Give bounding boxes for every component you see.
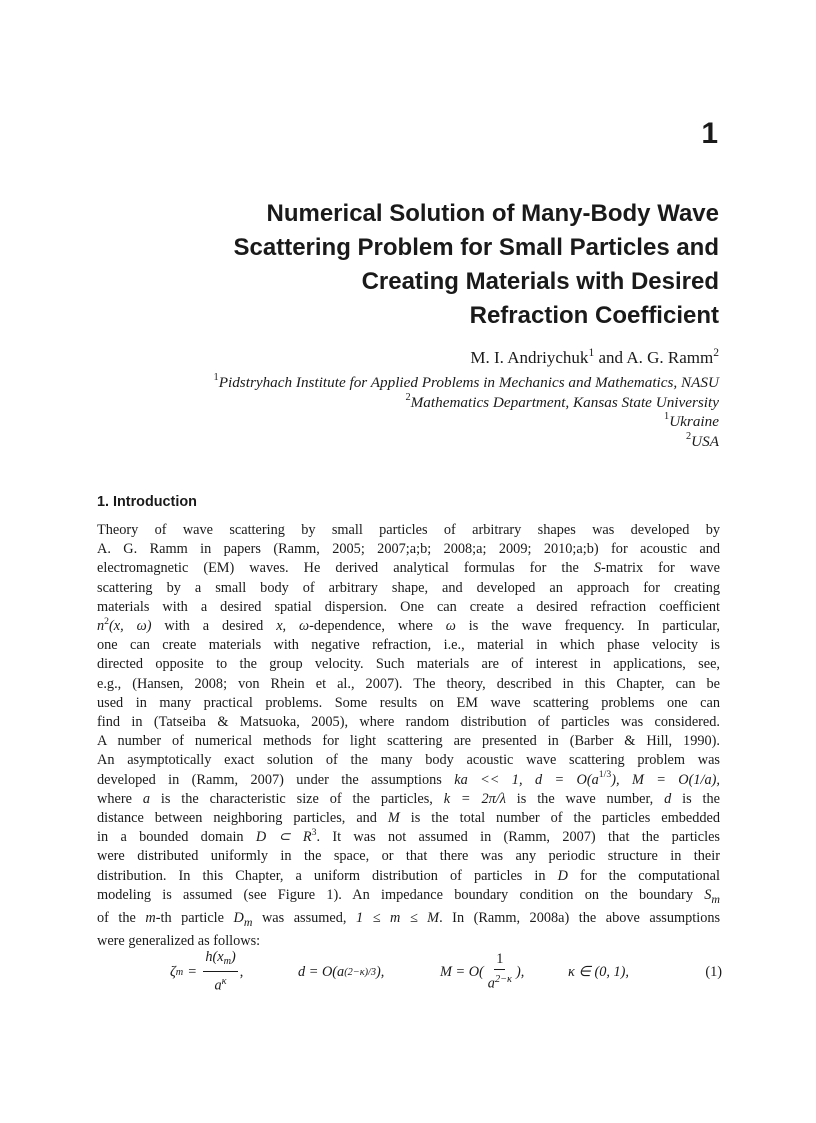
fraction-numerator bbox=[203, 949, 237, 972]
author-affil-mark: 2 bbox=[713, 345, 719, 359]
chapter-number: 1 bbox=[701, 117, 718, 150]
text-run: distance between neighboring particles, and bbox=[97, 810, 377, 827]
author-affil-mark: 1 bbox=[588, 345, 595, 359]
section-heading: 1. Introduction bbox=[97, 494, 197, 510]
fraction-denominator bbox=[213, 972, 229, 995]
equation-number: (1) bbox=[705, 963, 722, 980]
math-inline: ω bbox=[445, 618, 456, 635]
text-line: were distributed uniformly in the space, or that there was any periodic structure in their bbox=[97, 848, 720, 865]
text-line: one can create materials with negative refraction, i.e., material in which phase velocity is bbox=[97, 637, 720, 654]
affiliation-line bbox=[79, 373, 719, 393]
math-symbol: d = O(a bbox=[534, 771, 599, 788]
affiliation-text: Mathematics Department, Kansas State University bbox=[410, 393, 719, 411]
equation-M-term bbox=[440, 950, 524, 994]
math-symbol: ζ bbox=[170, 963, 176, 980]
text-run: developed in (Ramm, 2007) under the assumptions bbox=[97, 771, 442, 788]
equation-fraction bbox=[486, 951, 514, 993]
math-inline bbox=[704, 886, 720, 906]
math-subscript: m bbox=[223, 956, 232, 968]
affiliation-text: Ukraine bbox=[669, 413, 719, 430]
fraction-numerator: 1 bbox=[494, 951, 505, 970]
text-run: is the total number of the particles embedded bbox=[410, 810, 721, 827]
math-exponent: 1/3 bbox=[598, 769, 612, 781]
math-symbol: D bbox=[233, 909, 244, 926]
text-run: -matrix for wave bbox=[601, 560, 720, 577]
math-subscript: m bbox=[711, 891, 720, 906]
math-symbol: , bbox=[239, 963, 244, 980]
math-inline bbox=[534, 769, 620, 788]
author-connector: and bbox=[598, 348, 624, 367]
equation-d-term bbox=[298, 950, 384, 994]
text-run: -dependence, where bbox=[309, 618, 433, 635]
body-paragraph bbox=[97, 521, 720, 951]
math-symbol: M = O( bbox=[440, 963, 484, 980]
text-line bbox=[97, 909, 720, 932]
math-symbol: n bbox=[97, 618, 105, 635]
author-name: A. G. Ramm bbox=[626, 348, 714, 367]
text-run: is the wave number, bbox=[516, 790, 654, 807]
math-symbol: ) bbox=[231, 949, 236, 966]
math-inline: a bbox=[142, 790, 150, 807]
math-inline bbox=[97, 615, 152, 635]
text-run: in a bounded domain bbox=[97, 829, 244, 846]
math-exponent: 2−κ bbox=[494, 974, 512, 986]
text-line: were generalized as follows: bbox=[97, 932, 261, 949]
text-line bbox=[97, 867, 720, 886]
text-run: for the computational bbox=[579, 867, 720, 884]
math-symbol: ), bbox=[611, 771, 620, 788]
math-inline bbox=[233, 909, 253, 929]
math-inline: k = 2π/λ bbox=[443, 790, 506, 807]
math-symbol: h(x bbox=[205, 949, 224, 966]
math-inline: ka << 1, bbox=[454, 771, 523, 788]
text-run: was assumed, bbox=[261, 909, 347, 926]
math-inline: M bbox=[387, 810, 400, 827]
math-inline: D bbox=[557, 867, 568, 884]
title-line: Creating Materials with Desired bbox=[361, 268, 719, 295]
text-line bbox=[97, 617, 720, 636]
math-inline: S bbox=[593, 560, 602, 577]
math-inline: x, ω bbox=[276, 618, 310, 635]
text-line: find in (Tatseiba & Matsuoka, 2005), where random distribution of particles was considered. bbox=[97, 714, 720, 731]
math-symbol: ), bbox=[515, 963, 525, 980]
math-symbol: D ⊂ R bbox=[255, 829, 312, 846]
math-inline bbox=[256, 829, 317, 845]
text-run: is the characteristic size of the particles, bbox=[160, 790, 433, 807]
text-run: where bbox=[97, 790, 132, 807]
title-line: Refraction Coefficient bbox=[469, 302, 719, 329]
text-line bbox=[97, 771, 720, 790]
math-exponent: 2 bbox=[104, 615, 110, 627]
text-line: scattering by a small body of arbitrary shape, and developed an approach for creating bbox=[97, 579, 720, 596]
math-inline: 1 ≤ m ≤ M bbox=[356, 909, 440, 926]
text-line: An asymptotically exact solution of the many body acoustic wave scattering problem was bbox=[97, 752, 720, 769]
affil-mark: 2 bbox=[685, 430, 692, 442]
math-exponent: 3 bbox=[311, 827, 317, 838]
text-run: is the bbox=[682, 790, 721, 807]
title-line: Scattering Problem for Small Particles and bbox=[233, 234, 719, 261]
text-run: electromagnetic (EM) waves. He derived analytical formulas for the bbox=[97, 560, 579, 577]
math-subscript: m bbox=[243, 914, 253, 929]
text-line bbox=[97, 886, 720, 909]
affiliation-text: USA bbox=[691, 432, 719, 450]
text-line bbox=[97, 828, 720, 847]
affil-mark: 1 bbox=[213, 372, 219, 384]
math-symbol: a bbox=[214, 977, 222, 994]
text-line: directed opposite to the group velocity. Such materials are of interest in applications, see, bbox=[97, 656, 720, 673]
math-symbol: a bbox=[487, 975, 495, 992]
text-run: of the bbox=[97, 909, 136, 926]
affiliation-text: Pidstryhach Institute for Applied Problems in Mechanics and Mathematics, NASU bbox=[218, 374, 719, 391]
text-run: . In (Ramm, 2008a) the above assumptions bbox=[439, 909, 721, 926]
text-line: A. G. Ramm in papers (Ramm, 2005; 2007;a;b; 2008;a; 2009; 2010;a;b) for acoustic and bbox=[97, 541, 720, 558]
math-inline: M = O(1/a), bbox=[631, 771, 721, 788]
author-name: M. I. Andriychuk bbox=[470, 348, 589, 367]
text-line: used in many practical problems. Some results on EM wave scattering problems one can bbox=[97, 694, 720, 711]
text-line bbox=[97, 790, 720, 809]
math-symbol: S bbox=[704, 886, 712, 903]
text-line bbox=[97, 809, 720, 828]
equation-fraction bbox=[203, 949, 237, 995]
math-exponent: (2−κ)/3 bbox=[344, 966, 377, 978]
equation-zeta-term bbox=[170, 950, 243, 994]
math-inline: d bbox=[664, 790, 672, 807]
affiliation-list bbox=[79, 373, 719, 451]
text-run: distribution. In this Chapter, a uniform distribution of particles in bbox=[97, 867, 546, 884]
math-inline: m bbox=[145, 909, 156, 926]
math-symbol: ), bbox=[376, 963, 385, 980]
math-subscript: m bbox=[175, 966, 184, 978]
title-line: Numerical Solution of Many-Body Wave bbox=[266, 200, 719, 227]
fraction-denominator bbox=[486, 970, 514, 993]
text-run: modeling is assumed (see Figure 1). An impedance boundary condition on the boundary bbox=[97, 886, 693, 903]
affiliation-line bbox=[79, 432, 719, 452]
text-line bbox=[97, 559, 720, 578]
text-line: e.g., (Hansen, 2008; von Rhein et al., 2007). The theory, described in this Chapter, can be bbox=[97, 675, 720, 692]
math-symbol: (x, ω) bbox=[109, 618, 152, 635]
math-symbol: κ ∈ (0, 1), bbox=[568, 963, 630, 980]
text-run: -th particle bbox=[155, 909, 224, 926]
math-symbol: d = O(a bbox=[298, 963, 345, 980]
chapter-title bbox=[119, 197, 719, 333]
text-line: A number of numerical methods for light scattering are presented in (Barber & Hill, 1990). bbox=[97, 733, 720, 750]
display-equation bbox=[170, 950, 722, 994]
equation-kappa-term bbox=[568, 950, 629, 994]
text-run: . It was not assumed in (Ramm, 2007) that the particles bbox=[316, 829, 720, 846]
text-line: Theory of wave scattering by small particles of arbitrary shapes was developed by bbox=[97, 522, 720, 538]
text-run: with a desired bbox=[164, 618, 264, 635]
text-line: materials with a desired spatial dispersion. One can create a desired refraction coefficient bbox=[97, 598, 720, 615]
affil-mark: 1 bbox=[664, 411, 670, 423]
affiliation-line bbox=[79, 393, 719, 413]
affil-mark: 2 bbox=[405, 391, 411, 403]
math-symbol: = bbox=[188, 963, 197, 980]
author-list bbox=[79, 347, 719, 369]
text-run: is the wave frequency. In particular, bbox=[468, 618, 720, 635]
math-exponent: κ bbox=[221, 976, 227, 988]
affiliation-line bbox=[79, 412, 719, 432]
